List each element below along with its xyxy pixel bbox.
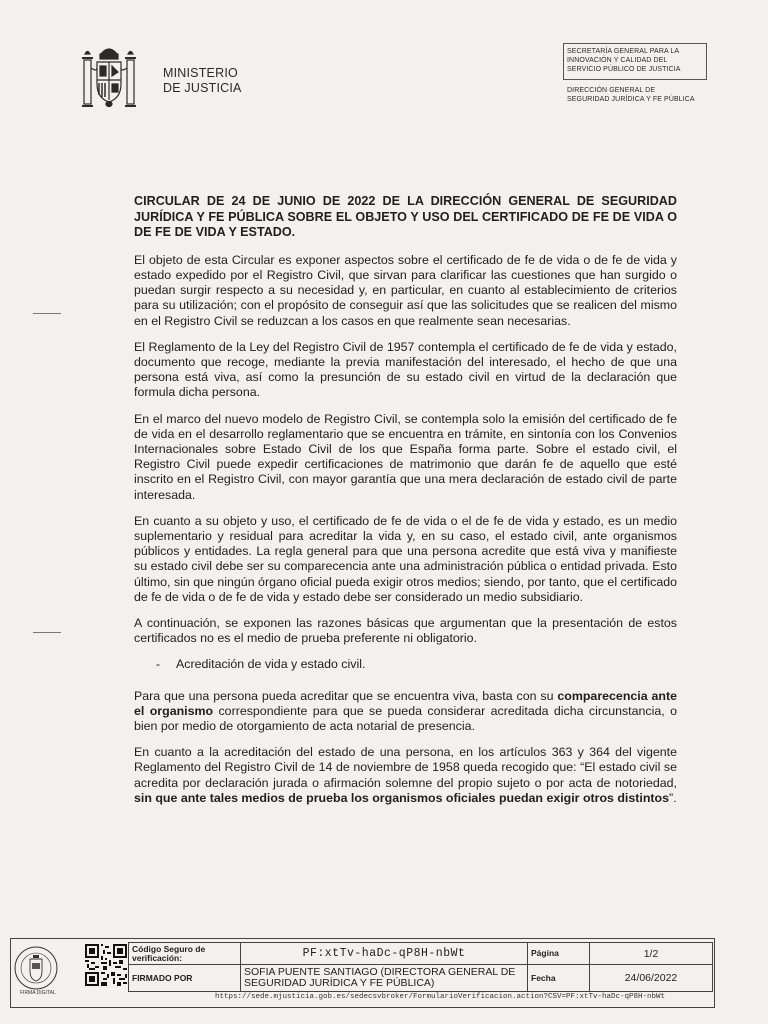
paragraph: El objeto de esta Circular es exponer aspectos sobre el certificado de fe de vida o de fe de vida y estado expedido por el Registro Civil, que sirvan para clarificar las cuestiones que han surgido o puedan surgir respecto a su necesidad y, en particular, en cuanto al establecimiento de criterios para su utilización; con el propósito de conseguir así que las solicitudes que se realicen del mismo en el Registro Civil se reduzcan a los casos en que realmente sean necesarias. — [134, 252, 677, 328]
secretariat-line: INNOVACIÓN Y CALIDAD DEL — [567, 57, 668, 64]
seal-caption: FIRMA DIGITAL — [20, 990, 56, 996]
paragraph: A continuación, se exponen las razones básicas que argumentan que la presentación de estos certificados no es el medio de prueba preferente ni obligatorio. — [134, 616, 677, 646]
paragraph-text: Para que una persona pueda acreditar que se encuentra viva, basta con su — [134, 688, 558, 703]
paragraph-text: ”. — [669, 790, 677, 805]
paragraph-bold-text: comparecencia ante el organismo — [134, 688, 677, 718]
directorate-line: DIRECCIÓN GENERAL DE — [567, 87, 656, 94]
digital-signature-seal-icon — [13, 945, 59, 991]
paragraph — [134, 745, 677, 806]
secretariat-box — [563, 43, 707, 80]
paragraph-text: correspondiente para que se pueda considerar acreditada dicha circunstancia, o bien por medio de otorgamiento de acta notarial de presencia. — [134, 703, 677, 734]
margin-mark — [33, 632, 61, 633]
csv-code[interactable]: PF:xtTv-haDc-qP8H-nbWt — [241, 943, 528, 965]
margin-mark — [33, 313, 61, 314]
paragraph: En cuanto a su objeto y uso, el certificado de fe de vida o el de fe de vida y estado, es un medio suplementario y residual para acreditar la vida y, en su caso, el estado civil, ante organismos públicos y entidades. La regla general para que una persona acredite que está viva y manifieste su estado civil debe ser su comparecencia ante una administración pública o entidad privada. Esto último, sin que ningún órgano oficial pueda exigir otros medios; siendo, por tanto, que el certificado de fe de vida o de fe de vida y estado debe ser considerado un medio subsidiario. — [134, 513, 677, 604]
document-body — [134, 194, 677, 817]
document-title: CIRCULAR DE 24 DE JUNIO DE 2022 DE LA DIRECCIÓN GENERAL DE SEGURIDAD JURÍDICA Y FE PÚBLICA SOBRE EL OBJETO Y USO DEL CERTIFICADO DE FE DE VIDA O DE FE DE VIDA Y ESTADO. — [134, 194, 677, 240]
directorate-name — [567, 86, 695, 104]
secretariat-line: SERVICIO PÚBLICO DE JUSTICIA — [567, 66, 681, 73]
page-value: 1/2 — [590, 943, 713, 965]
ministry-name — [163, 66, 242, 96]
qr-code-icon[interactable] — [85, 944, 127, 986]
bullet-dash: - — [156, 657, 161, 672]
directorate-line: SEGURIDAD JURÍDICA Y FE PÚBLICA — [567, 96, 695, 103]
ministry-line-2: DE JUSTICIA — [163, 81, 242, 95]
verification-footer — [10, 938, 715, 1010]
paragraph-text: En cuanto a la acreditación del estado de una persona, en los artículos 363 y 364 del vigente Reglamento del Registro Civil de 14 de noviembre de 1958 queda recogido que: “El estado civil se acredita por declaración jurada o afirmación solemne del propio sujeto o por acta de notoriedad, — [134, 745, 677, 790]
bullet-item — [156, 657, 677, 672]
signed-by-label: FIRMADO POR — [129, 965, 241, 992]
csv-label: Código Seguro de verificación: — [129, 943, 241, 965]
paragraph — [134, 689, 677, 735]
paragraph: El Reglamento de la Ley del Registro Civil de 1957 contempla el certificado de fe de vida y estado, documento que recoge, mediante la previa manifestación del interesado, el hecho de que una persona está viva, así como la presunción de su estado civil en virtud de la declaración que formula dicha persona. — [134, 339, 677, 400]
date-value: 24/06/2022 — [590, 965, 713, 992]
secretariat-line: SECRETARÍA GENERAL PARA LA — [567, 48, 680, 55]
verification-url[interactable]: https://sede.mjusticia.gob.es/sedecsvbroker/FormularioVerificacion.action?CSV=PF:xtTv-haDc-qP8H-nbWt — [214, 993, 666, 1001]
coat-of-arms-icon — [80, 42, 138, 114]
page-label: Página — [528, 943, 590, 965]
verification-table — [128, 942, 713, 992]
paragraph: En el marco del nuevo modelo de Registro Civil, se contempla solo la emisión del certificado de fe de vida en el desarrollo reglamentario que se encuentra en trámite, en sintonía con los Convenios Internacionales sobre Estado Civil de los que España forma parte. Sobre el estado civil, el Registro Civil puede expedir certificaciones de matrimonio que darán fe de aquello que esté inscrito en el Registro Civil, con mayor garantía que una mera declaración de estado civil de parte interesada. — [134, 411, 677, 502]
date-label: Fecha — [528, 965, 590, 992]
signer-name: SOFIA PUENTE SANTIAGO (DIRECTORA GENERAL DE SEGURIDAD JURÍDICA Y FE PÚBLICA) — [241, 965, 528, 992]
ministry-line-1: MINISTERIO — [163, 66, 238, 80]
paragraph-bold-text: sin que ante tales medios de prueba los organismos oficiales puedan exigir otros distintos — [134, 790, 669, 805]
bullet-text: Acreditación de vida y estado civil. — [176, 657, 366, 672]
